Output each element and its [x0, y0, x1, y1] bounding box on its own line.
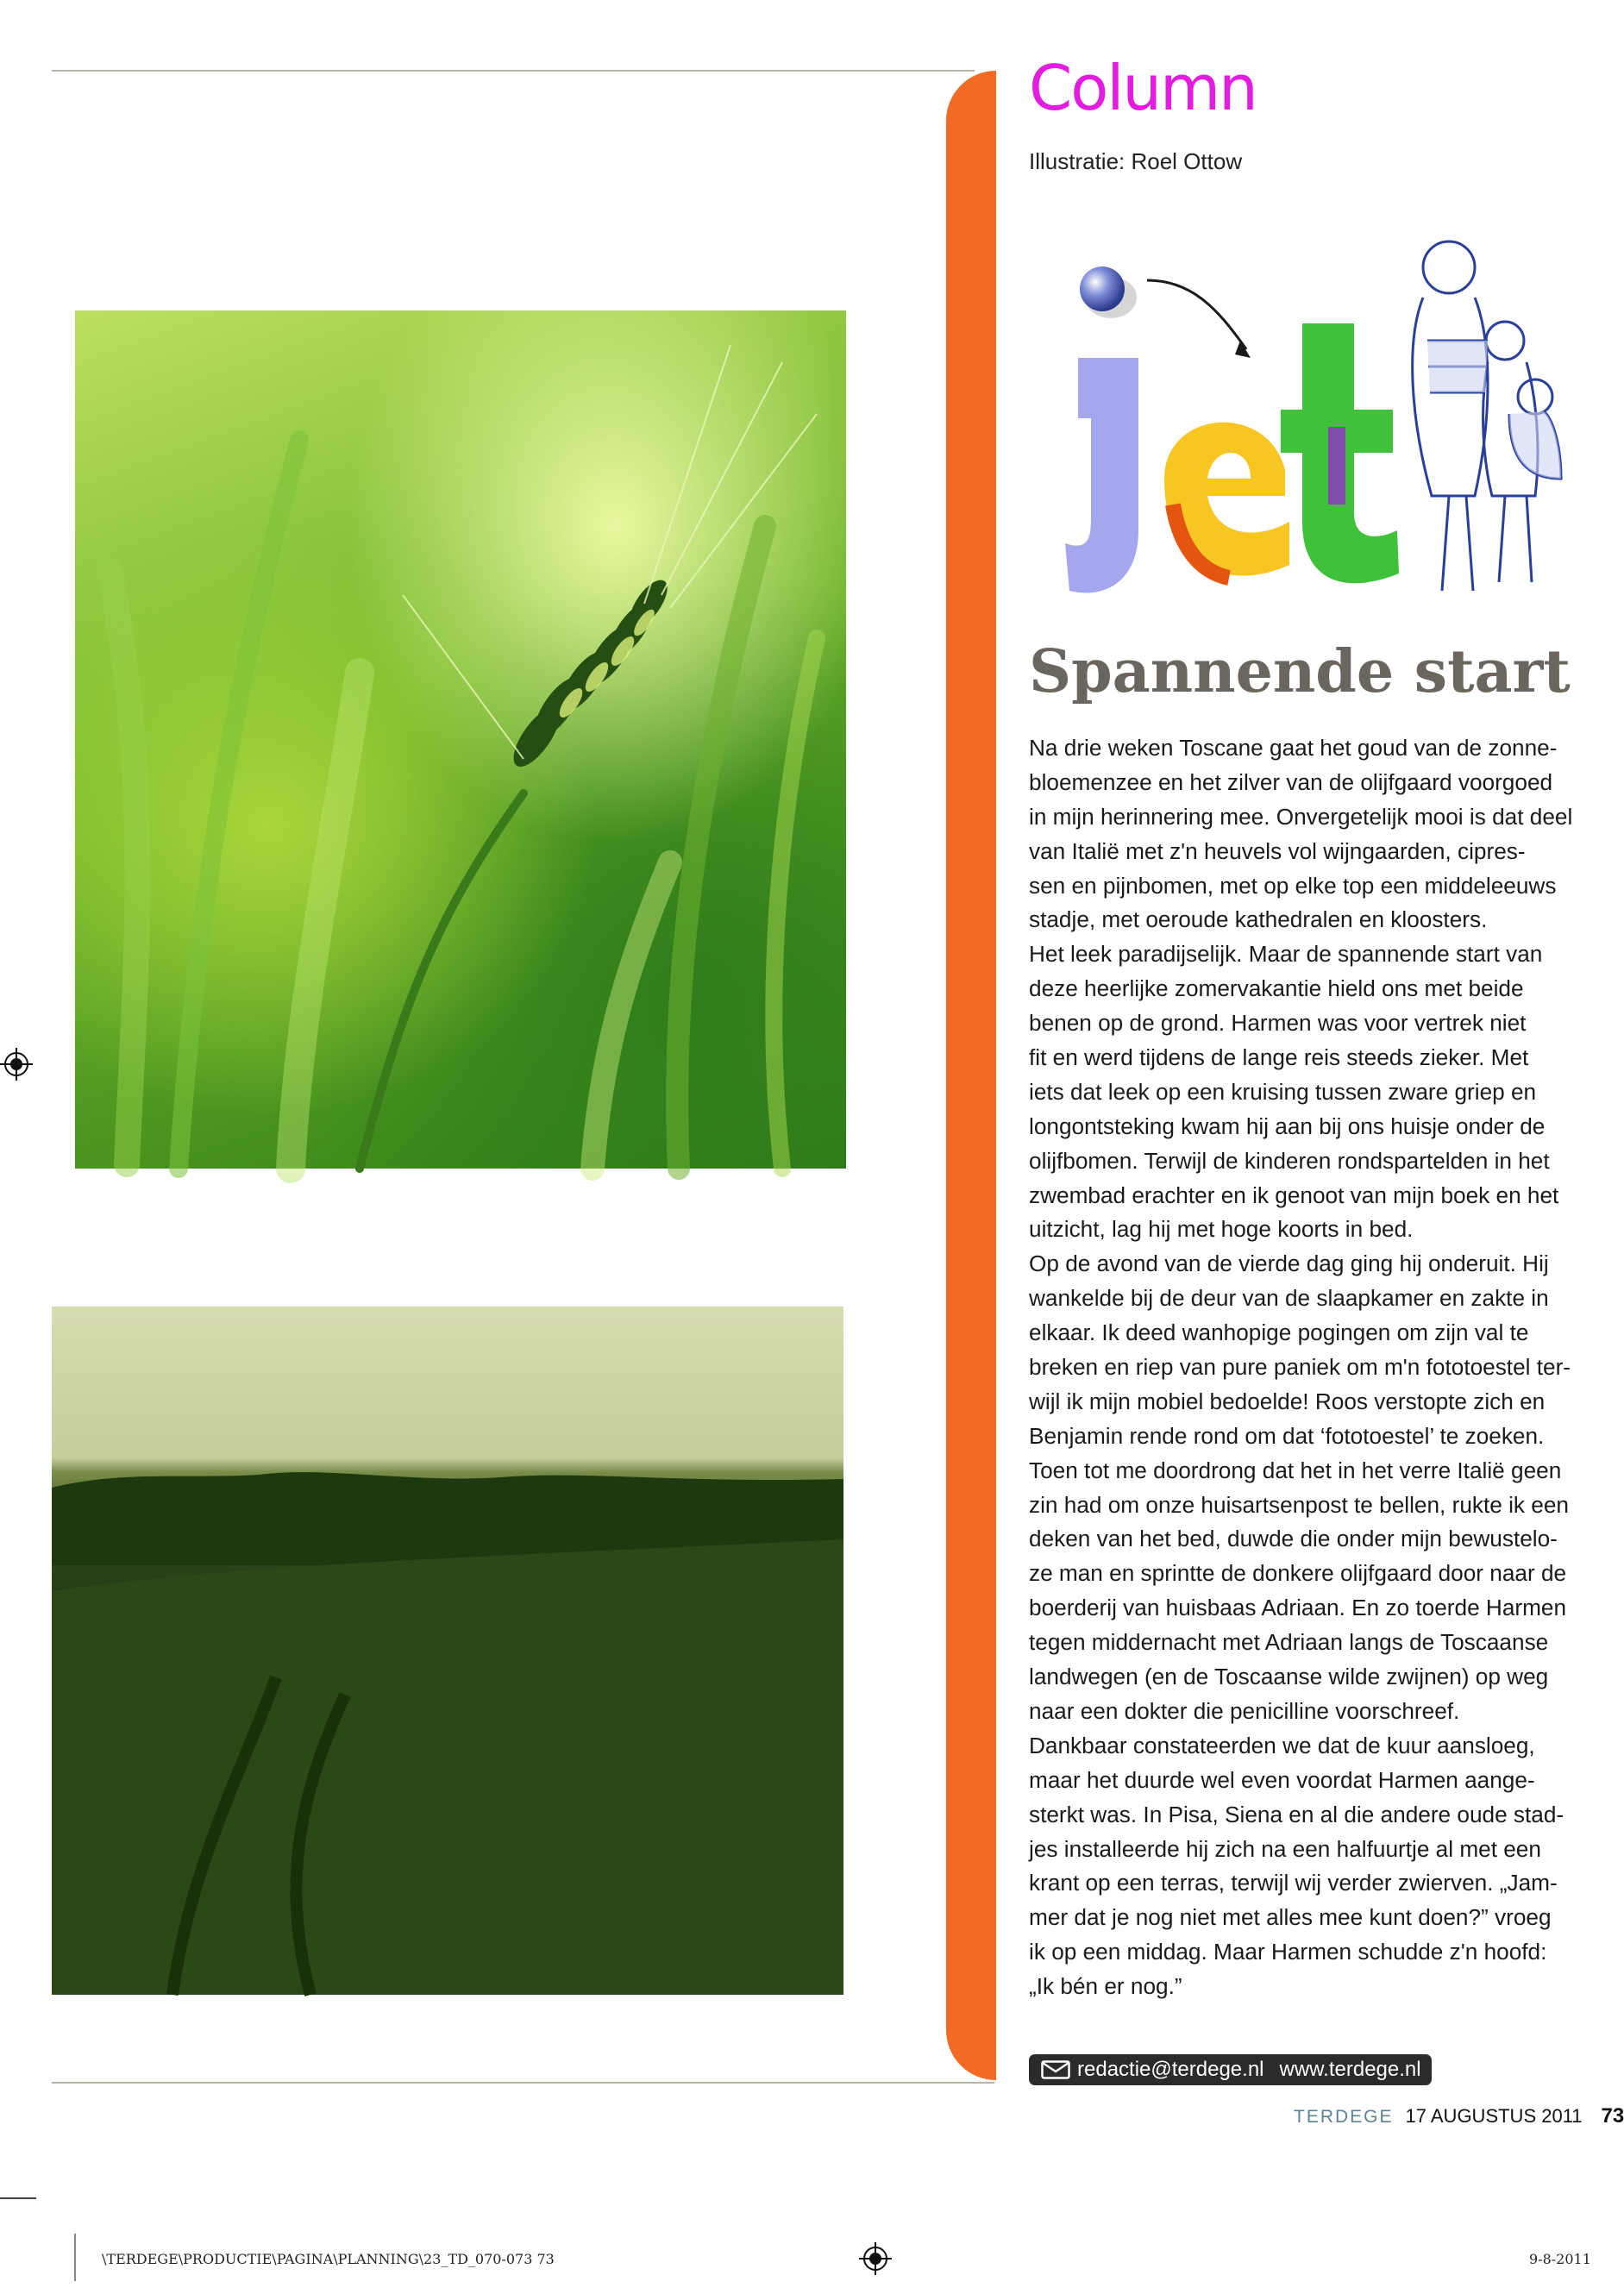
body-line: wankelde bij de deur van de slaapkamer en zakte in — [1029, 1285, 1549, 1312]
body-line: breken en riep van pure paniek om m'n fototoestel ter- — [1029, 1354, 1571, 1381]
print-date: 9-8-2011 — [1529, 2251, 1591, 2267]
footer-magazine-name: TERDEGE — [1294, 2107, 1394, 2127]
jet-logo-illustration — [1044, 220, 1578, 617]
article-body — [1029, 731, 1591, 2004]
page-number: 73 — [1601, 2104, 1624, 2128]
body-line: stadje, met oeroude kathedralen en kloosters. — [1029, 906, 1488, 933]
body-line: naar een dokter die penicilline voorschreef. — [1029, 1697, 1460, 1724]
body-line: fit en werd tijdens de lange reis steeds zieker. Met — [1029, 1044, 1529, 1071]
body-line: longontsteking kwam hij aan bij ons huisje onder de — [1029, 1113, 1546, 1139]
body-line: olijfbomen. Terwijl de kinderen rondspartelden in het — [1029, 1147, 1550, 1174]
body-line: Benjamin rende rond om dat ‘fototoestel’ te zoeken. — [1029, 1422, 1545, 1449]
body-line: wijl ik mijn mobiel bedoelde! Roos verstopte zich en — [1029, 1388, 1546, 1414]
section-label: Column — [1029, 52, 1257, 124]
registration-mark-icon — [859, 2242, 892, 2275]
website-link[interactable]: www.terdege.nl — [1279, 2058, 1421, 2081]
body-line: Toen tot me doordrong dat het in het verre Italië geen — [1029, 1457, 1562, 1483]
orange-accent-band — [946, 71, 996, 2080]
wheat-photo — [75, 310, 846, 1169]
body-line: benen op de grond. Harmen was voor vertrek niet — [1029, 1010, 1527, 1037]
field-landscape-illustration — [52, 1307, 843, 1995]
print-slug: \TERDEGE\PRODUCTIE\PAGINA\PLANNING\23_TD_070-073 73 — [102, 2251, 555, 2267]
green-field-photo — [52, 1307, 843, 1995]
body-line: zwembad erachter en ik genoot van mijn boek en het — [1029, 1181, 1559, 1208]
body-line: sterkt was. In Pisa, Siena en al die andere oude stad- — [1029, 1801, 1564, 1827]
body-line: maar het duurde wel even voordat Harmen aange- — [1029, 1766, 1535, 1793]
body-line: Het leek paradijselijk. Maar de spannende start van — [1029, 941, 1543, 968]
body-line: zin had om onze huisartsenpost te bellen, rukte ik een — [1029, 1491, 1569, 1518]
body-line: bloemenzee en het zilver van de olijfgaard voorgoed — [1029, 768, 1553, 795]
body-line: Na drie weken Toscane gaat het goud van de zonne- — [1029, 735, 1558, 761]
jet-column-logo — [1044, 220, 1578, 617]
body-line: boerderij van huisbaas Adriaan. En zo toerde Harmen — [1029, 1595, 1567, 1621]
contact-email-link[interactable]: redactie@terdege.nl — [1077, 2058, 1264, 2081]
body-line: Op de avond van de vierde dag ging hij onderuit. Hij — [1029, 1250, 1549, 1277]
body-line: tegen middernacht met Adriaan langs de Toscaanse — [1029, 1629, 1549, 1656]
body-line: van Italië met z'n heuvels vol wijngaarden, cipres- — [1029, 837, 1526, 864]
page-footer — [1294, 2104, 1624, 2128]
wheat-stalks-illustration — [75, 310, 846, 1169]
contact-bar — [1029, 2054, 1432, 2085]
bottom-rule — [52, 2082, 994, 2084]
body-line: ze man en sprintte de donkere olijfgaard door naar de — [1029, 1560, 1567, 1587]
body-line: sen en pijnbomen, met op elke top een middeleeuws — [1029, 872, 1557, 899]
envelope-icon — [1041, 2060, 1070, 2079]
body-line: landwegen (en de Toscaanse wilde zwijnen) op weg — [1029, 1664, 1549, 1690]
body-line: iets dat leek op een kruising tussen zware griep en — [1029, 1078, 1537, 1105]
body-line: mer dat je nog niet met alles mee kunt doen?” vroeg — [1029, 1904, 1552, 1931]
slug-divider — [74, 2234, 76, 2281]
crop-mark-line — [0, 2197, 36, 2199]
body-line: „Ik bén er nog.” — [1029, 1973, 1182, 2000]
body-line: Dankbaar constateerden we dat de kuur aansloeg, — [1029, 1732, 1535, 1758]
body-line: deken van het bed, duwde die onder mijn bewustelo- — [1029, 1526, 1558, 1552]
body-line: elkaar. Ik deed wanhopige pogingen om zijn val te — [1029, 1319, 1529, 1346]
body-line: ik op een middag. Maar Harmen schudde z'n hoofd: — [1029, 1939, 1547, 1965]
body-line: jes installeerde hij zich na een halfuurtje al met een — [1029, 1835, 1541, 1862]
article-headline: Spannende start — [1029, 637, 1571, 706]
top-rule — [52, 70, 975, 72]
illustrator-credit: Illustratie: Roel Ottow — [1029, 148, 1243, 174]
footer-issue-date: 17 AUGUSTUS 2011 — [1405, 2105, 1583, 2127]
body-line: krant op een terras, terwijl wij verder zwierven. „Jam- — [1029, 1870, 1558, 1896]
body-line: deze heerlijke zomervakantie hield ons met beide — [1029, 975, 1524, 1002]
body-line: uitzicht, lag hij met hoge koorts in bed. — [1029, 1216, 1414, 1243]
registration-mark-icon — [0, 1048, 33, 1081]
body-line: in mijn herinnering mee. Onvergetelijk mooi is dat deel — [1029, 803, 1573, 830]
